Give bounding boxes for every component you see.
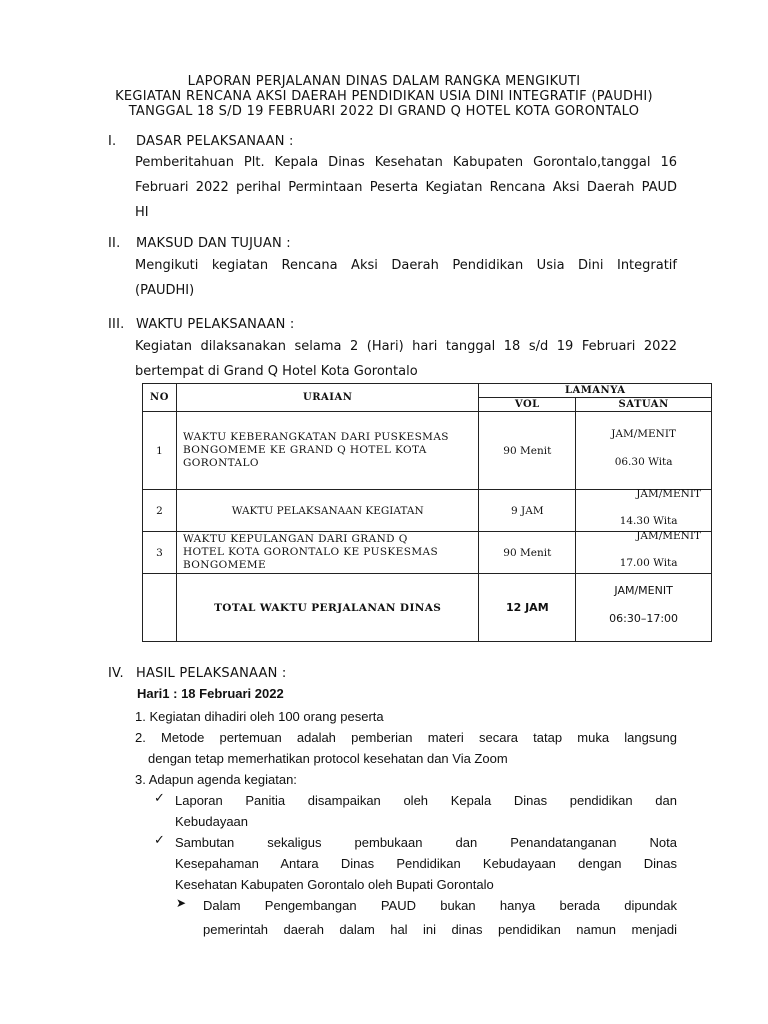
row-number: 1 <box>143 412 177 490</box>
agenda-line: Kebudayaan <box>175 814 249 829</box>
paragraph-line: Februari 2022 perihal Permintaan Peserta Kegiatan Rencana Aksi Daerah PAUD <box>135 180 677 195</box>
agenda-line: pemerintah daerah dalam hal ini dinas pendidikan namun menjadi <box>203 922 677 937</box>
table-header-row <box>143 384 712 398</box>
list-item: 2. Metode pertemuan adalah pemberian materi secara tatap muka langsung <box>135 730 677 745</box>
section-number: IV. <box>108 666 124 681</box>
total-label: TOTAL WAKTU PERJALANAN DINAS <box>176 574 478 642</box>
report-title-line-1: LAPORAN PERJALANAN DINAS DALAM RANGKA MENGIKUTI <box>187 74 581 89</box>
agenda-line: Laporan Panitia disampaikan oleh Kepala Dinas pendidikan dan <box>175 793 677 808</box>
report-title-line-2: KEGIATAN RENCANA AKSI DAERAH PENDIDIKAN USIA DINI INTEGRATIF (PAUDHI) <box>115 89 653 104</box>
section-1-body <box>135 150 677 225</box>
total-vol: 12 JAM <box>479 574 576 642</box>
uraian-line: WAKTU KEPULANGAN DARI GRAND Q <box>182 533 408 545</box>
paragraph-line: bertempat di Grand Q Hotel Kota Gorontalo <box>135 364 418 379</box>
total-empty-cell <box>143 574 177 642</box>
list-item: 3. Adapun agenda kegiatan: <box>135 772 297 787</box>
day-heading: Hari1 : 18 Februari 2022 <box>137 686 284 701</box>
section-number: III. <box>108 317 125 332</box>
row-satuan <box>576 490 712 532</box>
row-vol: 90 Menit <box>479 532 576 574</box>
table-total-row <box>143 574 712 642</box>
satuan-unit: JAM/MENIT <box>636 488 702 500</box>
row-uraian <box>176 490 478 532</box>
header-vol: VOL <box>479 398 576 412</box>
section-title: WAKTU PELAKSANAAN : <box>136 317 295 332</box>
row-uraian <box>176 532 478 574</box>
section-title: DASAR PELAKSANAAN : <box>136 134 294 149</box>
row-vol: 90 Menit <box>479 412 576 490</box>
header-satuan: SATUAN <box>576 398 712 412</box>
row-number: 3 <box>143 532 177 574</box>
section-3-body <box>135 334 677 384</box>
list-item-continuation: dengan tetap memerhatikan protocol kesehatan dan Via Zoom <box>148 751 508 766</box>
satuan-time: 06:30–17:00 <box>609 612 679 625</box>
list-item: 1. Kegiatan dihadiri oleh 100 orang peserta <box>135 709 384 724</box>
uraian-line: WAKTU KEBERANGKATAN DARI PUSKESMAS <box>182 431 449 443</box>
row-satuan <box>576 412 712 490</box>
paragraph-line: Kegiatan dilaksanakan selama 2 (Hari) hari tanggal 18 s/d 19 Februari 2022 <box>135 339 677 354</box>
agenda-item-1 <box>175 790 677 832</box>
paragraph-line: HI <box>135 205 149 220</box>
satuan-time: 06.30 Wita <box>614 456 673 468</box>
agenda-line: Kesehatan Kabupaten Gorontalo oleh Bupati Gorontalo <box>175 877 494 892</box>
section-title: HASIL PELAKSANAAN : <box>136 666 287 681</box>
section-number: II. <box>108 236 121 251</box>
section-title: MAKSUD DAN TUJUAN : <box>136 236 291 251</box>
agenda-subitem-1 <box>203 894 677 942</box>
row-uraian <box>176 412 478 490</box>
header-lamanya: LAMANYA <box>479 384 712 398</box>
table-row <box>143 532 712 574</box>
row-number: 2 <box>143 490 177 532</box>
uraian-line: BONGOMEME KE GRAND Q HOTEL KOTA <box>182 444 427 456</box>
uraian-line: GORONTALO <box>182 457 259 469</box>
travel-time-table <box>142 383 712 642</box>
paragraph-line: Mengikuti kegiatan Rencana Aksi Daerah Pendidikan Usia Dini Integratif <box>135 258 677 273</box>
check-mark-icon: ✓ <box>154 833 165 848</box>
uraian-line: BONGOMEME <box>182 559 267 571</box>
agenda-line: Kesepahaman Antara Dinas Pendidikan Kebudayaan dengan Dinas <box>175 856 677 871</box>
header-no: NO <box>143 384 177 412</box>
paragraph-line: Pemberitahuan Plt. Kepala Dinas Kesehatan Kabupaten Gorontalo,tanggal 16 <box>135 155 677 170</box>
satuan-time: 17.00 Wita <box>619 557 678 569</box>
satuan-unit: JAM/MENIT <box>636 530 702 542</box>
satuan-unit: JAM/MENIT <box>614 584 673 597</box>
agenda-item-2 <box>175 832 677 895</box>
uraian-line: HOTEL KOTA GORONTALO KE PUSKESMAS <box>182 546 439 558</box>
section-2-body <box>135 253 677 303</box>
row-vol: 9 JAM <box>479 490 576 532</box>
total-satuan <box>576 574 712 642</box>
paragraph-line: (PAUDHI) <box>135 283 195 298</box>
satuan-time: 14.30 Wita <box>619 515 678 527</box>
results-list <box>135 706 677 790</box>
arrow-bullet-icon: ➤ <box>176 896 187 910</box>
table-row <box>143 490 712 532</box>
row-satuan <box>576 532 712 574</box>
section-number: I. <box>108 134 117 149</box>
agenda-line: Dalam Pengembangan PAUD bukan hanya berada dipundak <box>203 898 677 913</box>
check-mark-icon: ✓ <box>154 791 165 806</box>
table-row <box>143 412 712 490</box>
report-title-line-3: TANGGAL 18 S/D 19 FEBRUARI 2022 DI GRAND Q HOTEL KOTA GORONTALO <box>128 104 640 119</box>
agenda-line: Sambutan sekaligus pembukaan dan Penandatanganan Nota <box>175 835 677 850</box>
uraian-line: WAKTU PELAKSANAAN KEGIATAN <box>231 504 424 517</box>
header-uraian: URAIAN <box>176 384 478 412</box>
satuan-unit: JAM/MENIT <box>611 428 677 440</box>
